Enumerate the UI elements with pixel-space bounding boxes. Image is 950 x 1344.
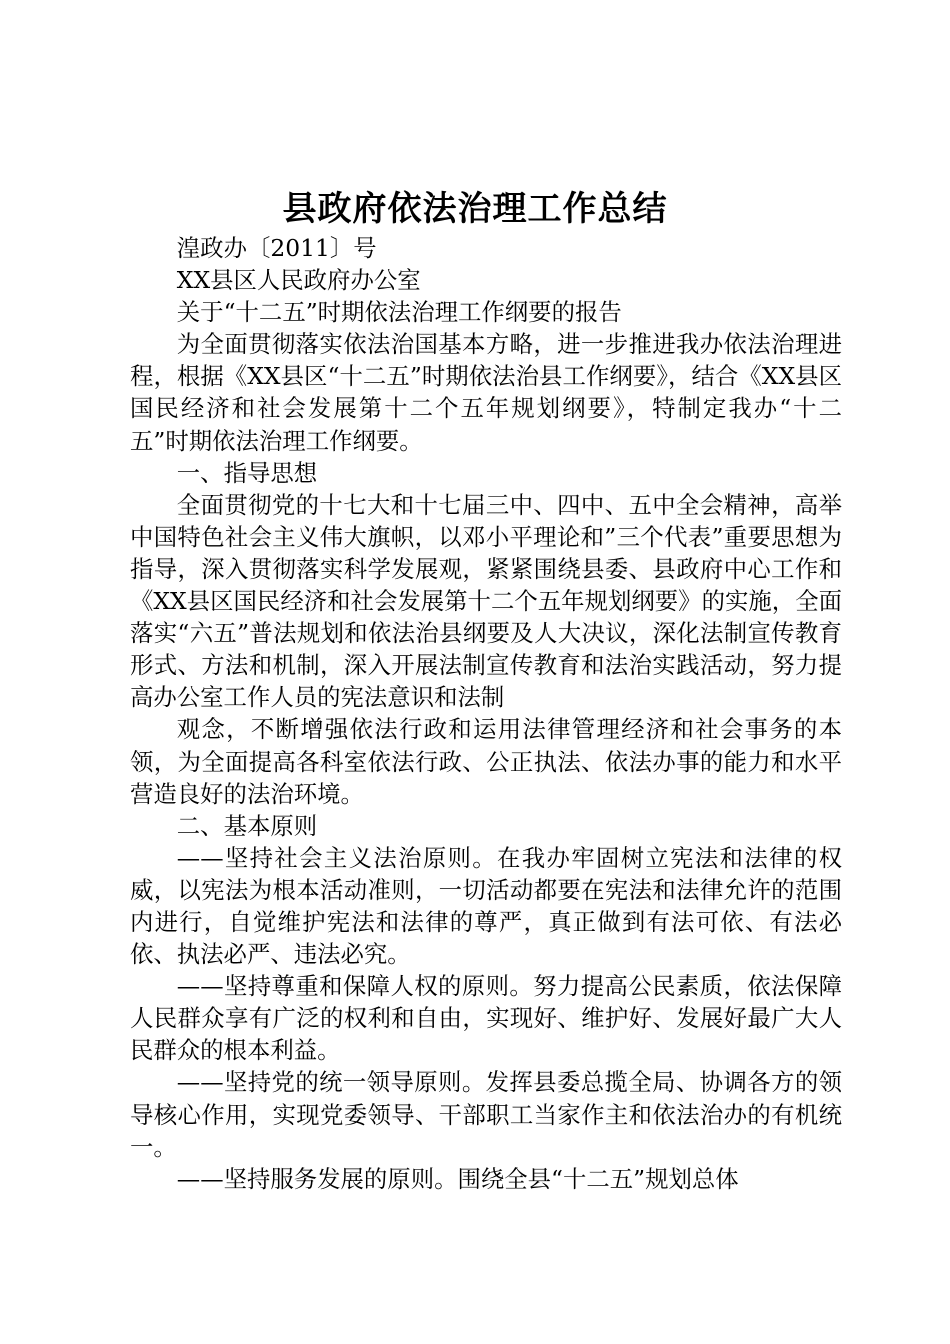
document-title: 县政府依法治理工作总结 xyxy=(282,189,668,229)
principle-item: ——坚持社会主义法治原则。在我办牢固树立宪法和法律的权威，以宪法为根本活动准则，一切活动都要在宪法和法律允许的范围内进行，自觉维护宪法和法律的尊严，真正做到有法可依、有法必依、执法必严、违法必究。 xyxy=(130,843,842,969)
section-heading-guiding-ideology: 一、指导思想 xyxy=(176,458,318,487)
issuing-office: XX县区人民政府办公室 xyxy=(176,266,421,295)
document-number: 湟政办〔2011〕号 xyxy=(176,234,377,262)
body-paragraph: 全面贯彻党的十七大和十七届三中、四中、五中全会精神，高举中国特色社会主义伟大旗帜，以邓小平理论和”三个代表”重要思想为指导，深入贯彻落实科学发展观，紧紧围绕县委、县政府中心工作和《XX县区国民经济和社会发展第十二个五年规划纲要》的实施，全面落实“六五”普法规划和依法治县纲要及人大决议，深化法制宣传教育形式、方法和机制，深入开展法制宣传教育和法治实践活动，努力提高办公室工作人员的宪法意识和法制 xyxy=(130,490,842,712)
body-paragraph: 观念，不断增强依法行政和运用法律管理经济和社会事务的本领，为全面提高各科室依法行政、公正执法、依法办事的能力和水平营造良好的法治环境。 xyxy=(130,715,842,808)
principle-item: ——坚持服务发展的原则。围绕全县“十二五”规划总体 xyxy=(176,1164,739,1193)
intro-paragraph: 为全面贯彻落实依法治国基本方略，进一步推进我办依法治理进程，根据《XX县区“十二五”时期依法治县工作纲要》，结合《XX县区国民经济和社会发展第十二个五年规划纲要》，特制定我办“十二五”时期依法治理工作纲要。 xyxy=(130,330,842,455)
report-subject: 关于“十二五”时期依法治理工作纲要的报告 xyxy=(176,298,622,327)
principle-item: ——坚持党的统一领导原则。发挥县委总揽全局、协调各方的领导核心作用，实现党委领导、干部职工当家作主和依法治办的有机统一。 xyxy=(130,1068,842,1161)
document-body xyxy=(130,232,842,1195)
principle-item: ——坚持尊重和保障人权的原则。努力提高公民素质，依法保障人民群众享有广泛的权利和自由，实现好、维护好、发展好最广大人民群众的根本利益。 xyxy=(130,972,842,1065)
section-heading-basic-principles: 二、基本原则 xyxy=(176,811,318,840)
